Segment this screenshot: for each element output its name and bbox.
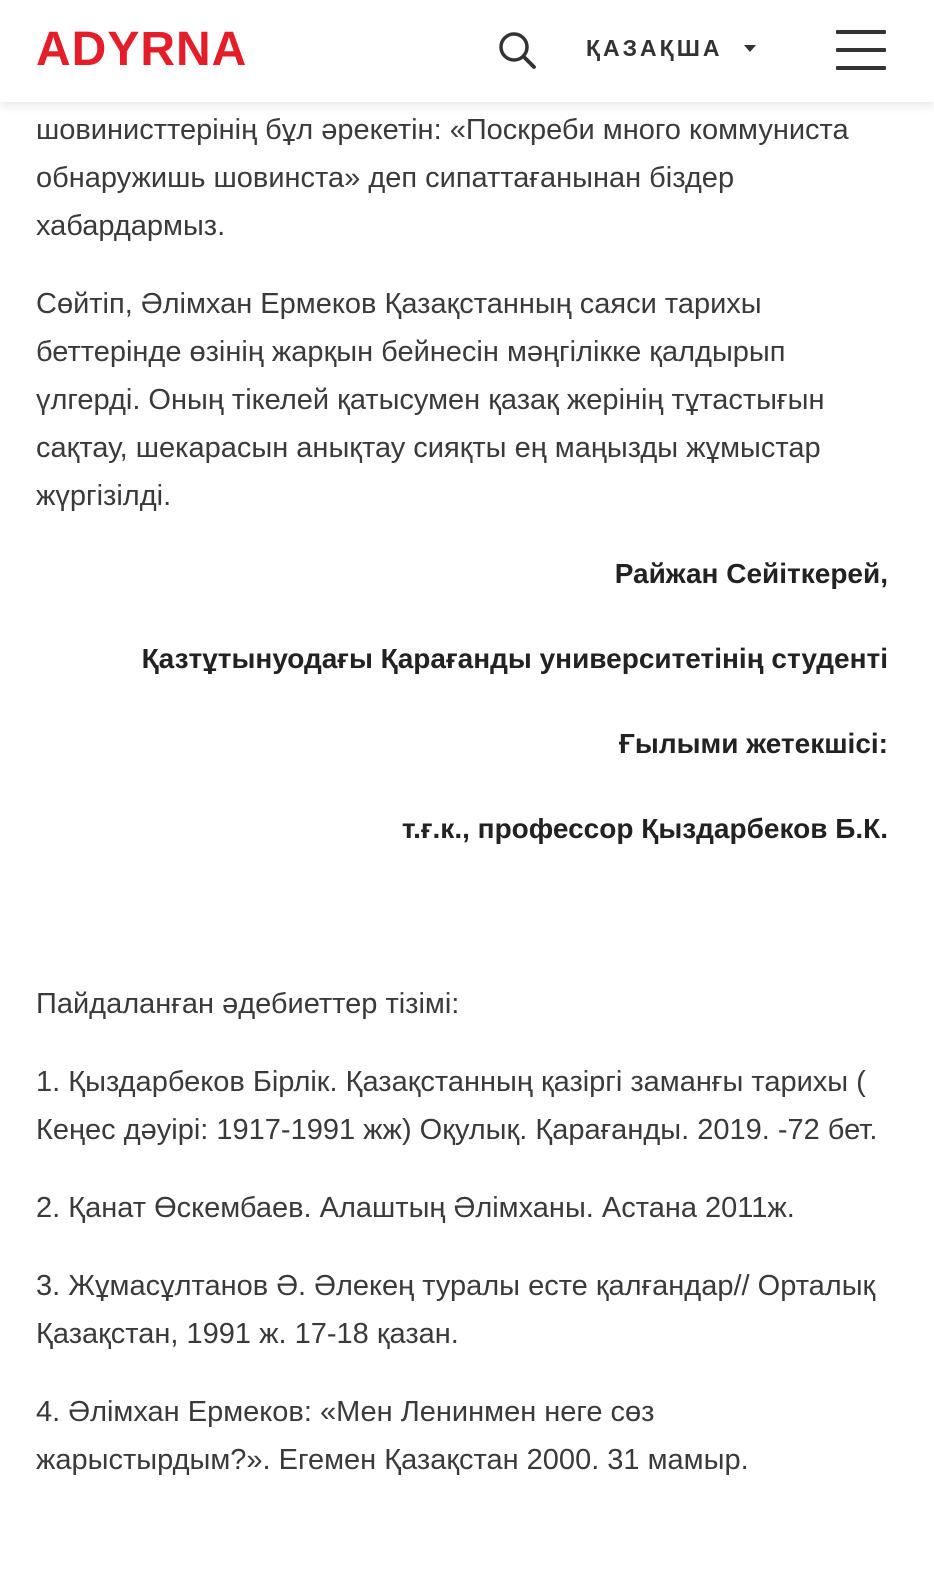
reference-item: 3. Жұмасұлтанов Ә. Әлекең туралы есте қалғандар// Орталық Қазақстан, 1991 ж. 17-18 қазан.	[36, 1270, 876, 1350]
section-spacer	[36, 890, 888, 980]
chevron-down-icon	[744, 45, 756, 52]
hamburger-menu-icon	[836, 30, 886, 34]
menu-button[interactable]	[836, 28, 886, 72]
hamburger-menu-icon	[836, 48, 886, 52]
article-paragraph: Сөйтіп, Әлімхан Ермеков Қазақстанның саяси тарихы беттерінде өзінің жарқын бейнесін мәңгілікке қалдырып үлгерді. Оның тікелей қатысумен қазақ жерінің тұтастығын сақтау, шекарасын анықтау сияқты ең маңызды жұмыстар жүргізілді.	[36, 288, 825, 512]
search-button[interactable]	[495, 28, 539, 72]
references-title: Пайдаланған әдебиеттер тізімі:	[36, 988, 460, 1020]
search-icon	[495, 28, 539, 72]
language-label: ҚАЗАҚША	[586, 34, 723, 61]
author-affiliation: Қазтұтынуодағы Қарағанды университетінің студенті	[141, 643, 888, 674]
author-name: Райжан Сейіткерей,	[614, 558, 888, 589]
supervisor-name: т.ғ.к., профессор Қыздарбеков Б.К.	[401, 813, 888, 844]
site-logo[interactable]: ADYRNA	[36, 23, 248, 76]
reference-item: 2. Қанат Өскембаев. Алаштың Әлімханы. Астана 2011ж.	[36, 1192, 795, 1224]
article-paragraph: шовинисттерінің бұл әрекетін: «Поскреби много коммуниста обнаружишь шовинста» деп сипаттағанынан біздер хабардармыз.	[36, 114, 849, 242]
reference-item: 4. Әлімхан Ермеков: «Мен Ленинмен неге сөз жарыстырдым?». Егемен Қазақстан 2000. 31 мамыр.	[36, 1396, 749, 1476]
language-selector[interactable]	[586, 30, 756, 66]
article-body	[36, 106, 888, 1514]
site-header	[0, 0, 934, 102]
hamburger-menu-icon	[836, 66, 886, 70]
supervisor-label: Ғылыми жетекшісі:	[619, 728, 888, 759]
reference-item: 1. Қыздарбеков Бірлік. Қазақстанның қазіргі заманғы тарихы ( Кеңес дәуірі: 1917-1991 жж) Оқулық. Қарағанды. 2019. -72 бет.	[36, 1066, 878, 1146]
